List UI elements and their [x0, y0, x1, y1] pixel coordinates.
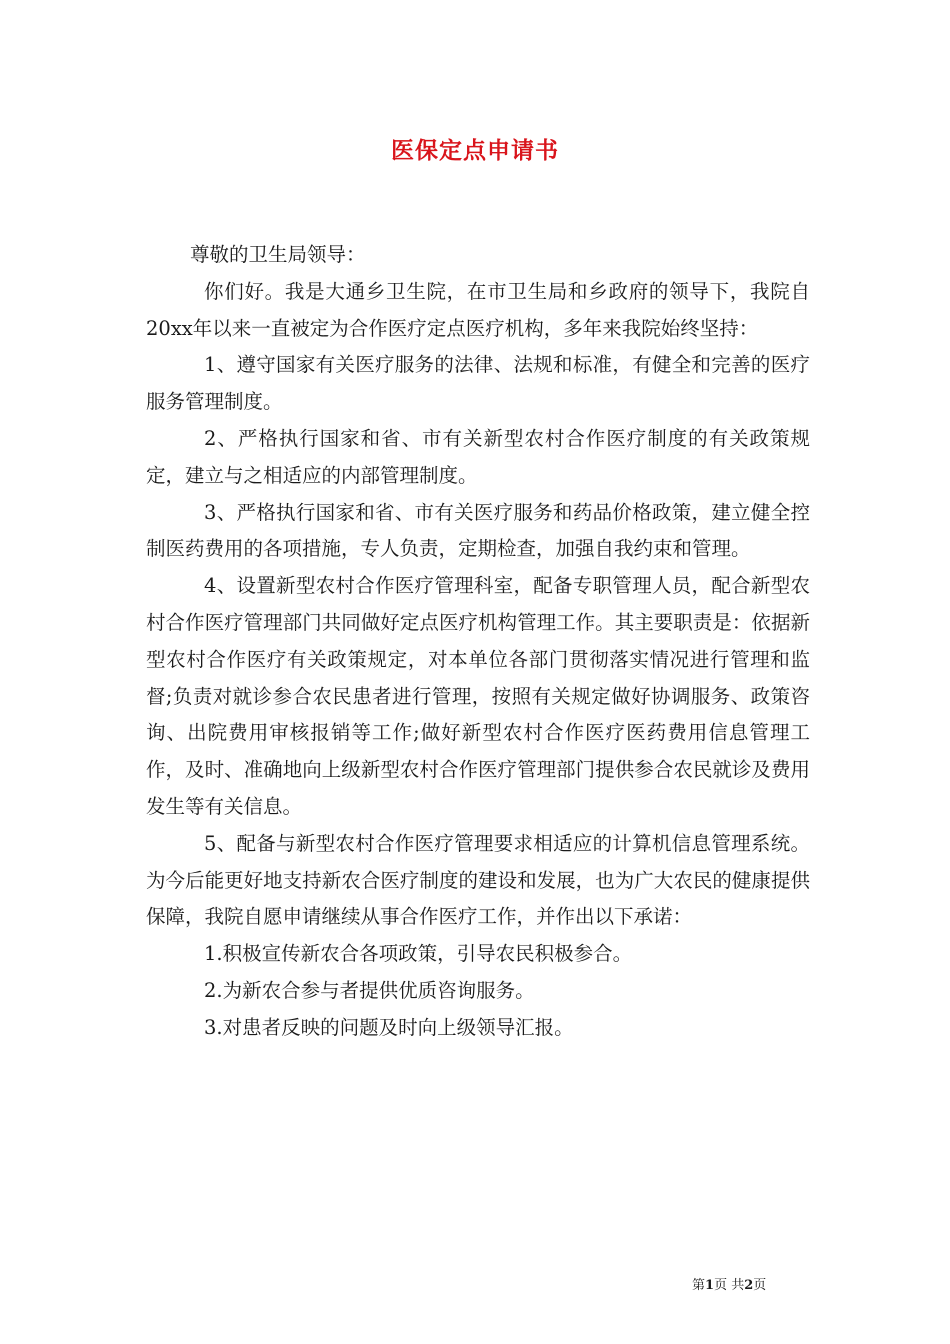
paragraph-item-1: 1、遵守国家有关医疗服务的法律、法规和标准，有健全和完善的医疗服务管理制度。: [146, 353, 810, 414]
document-title: 医保定点申请书: [391, 137, 559, 164]
footer-suffix: 页: [753, 1278, 767, 1293]
paragraph-intro: 你们好。我是大通乡卫生院，在市卫生局和乡政府的领导下，我院自20xx年以来一直被定为合作医疗定点医疗机构，多年来我院始终坚持：: [146, 279, 810, 340]
footer-prefix: 第: [692, 1278, 706, 1293]
paragraph-item-5: 5、配备与新型农村合作医疗管理要求相适应的计算机信息管理系统。为今后能更好地支持新农合医疗制度的建设和发展，也为广大农民的健康提供保障，我院自愿申请继续从事合作医疗工作，并作出以下承诺：: [146, 831, 810, 929]
footer-current-page: 1: [705, 1278, 715, 1293]
commitment-item-3: 3.对患者反映的问题及时向上级领导汇报。: [204, 1015, 574, 1039]
footer-middle: 页 共: [714, 1278, 745, 1293]
paragraph-item-2: 2、严格执行国家和省、市有关新型农村合作医疗制度的有关政策规定，建立与之相适应的内部管理制度。: [146, 426, 810, 487]
paragraph-item-4: 4、设置新型农村合作医疗管理科室，配备专职管理人员，配合新型农村合作医疗管理部门共同做好定点医疗机构管理工作。其主要职责是：依据新型农村合作医疗有关政策规定，对本单位各部门贯彻落实情况进行管理和监督;负责对就诊参合农民患者进行管理，按照有关规定做好协调服务、政策咨询、出院费用审核报销等工作;做好新型农村合作医疗医药费用信息管理工作，及时、准确地向上级新型农村合作医疗管理部门提供参合农民就诊及费用发生等有关信息。: [146, 574, 810, 818]
commitment-item-1: 1.积极宣传新农合各项政策，引导农民积极参合。: [204, 942, 633, 966]
paragraph-item-3: 3、严格执行国家和省、市有关医疗服务和药品价格政策，建立健全控制医药费用的各项措施，专人负责，定期检查，加强自我约束和管理。: [146, 500, 810, 561]
salutation: 尊敬的卫生局领导：: [190, 243, 366, 266]
commitment-item-2: 2.为新农合参与者提供优质咨询服务。: [204, 978, 535, 1002]
document-body: [146, 237, 810, 1047]
page-footer: [692, 1274, 812, 1293]
footer-total-pages: 2: [744, 1278, 754, 1293]
